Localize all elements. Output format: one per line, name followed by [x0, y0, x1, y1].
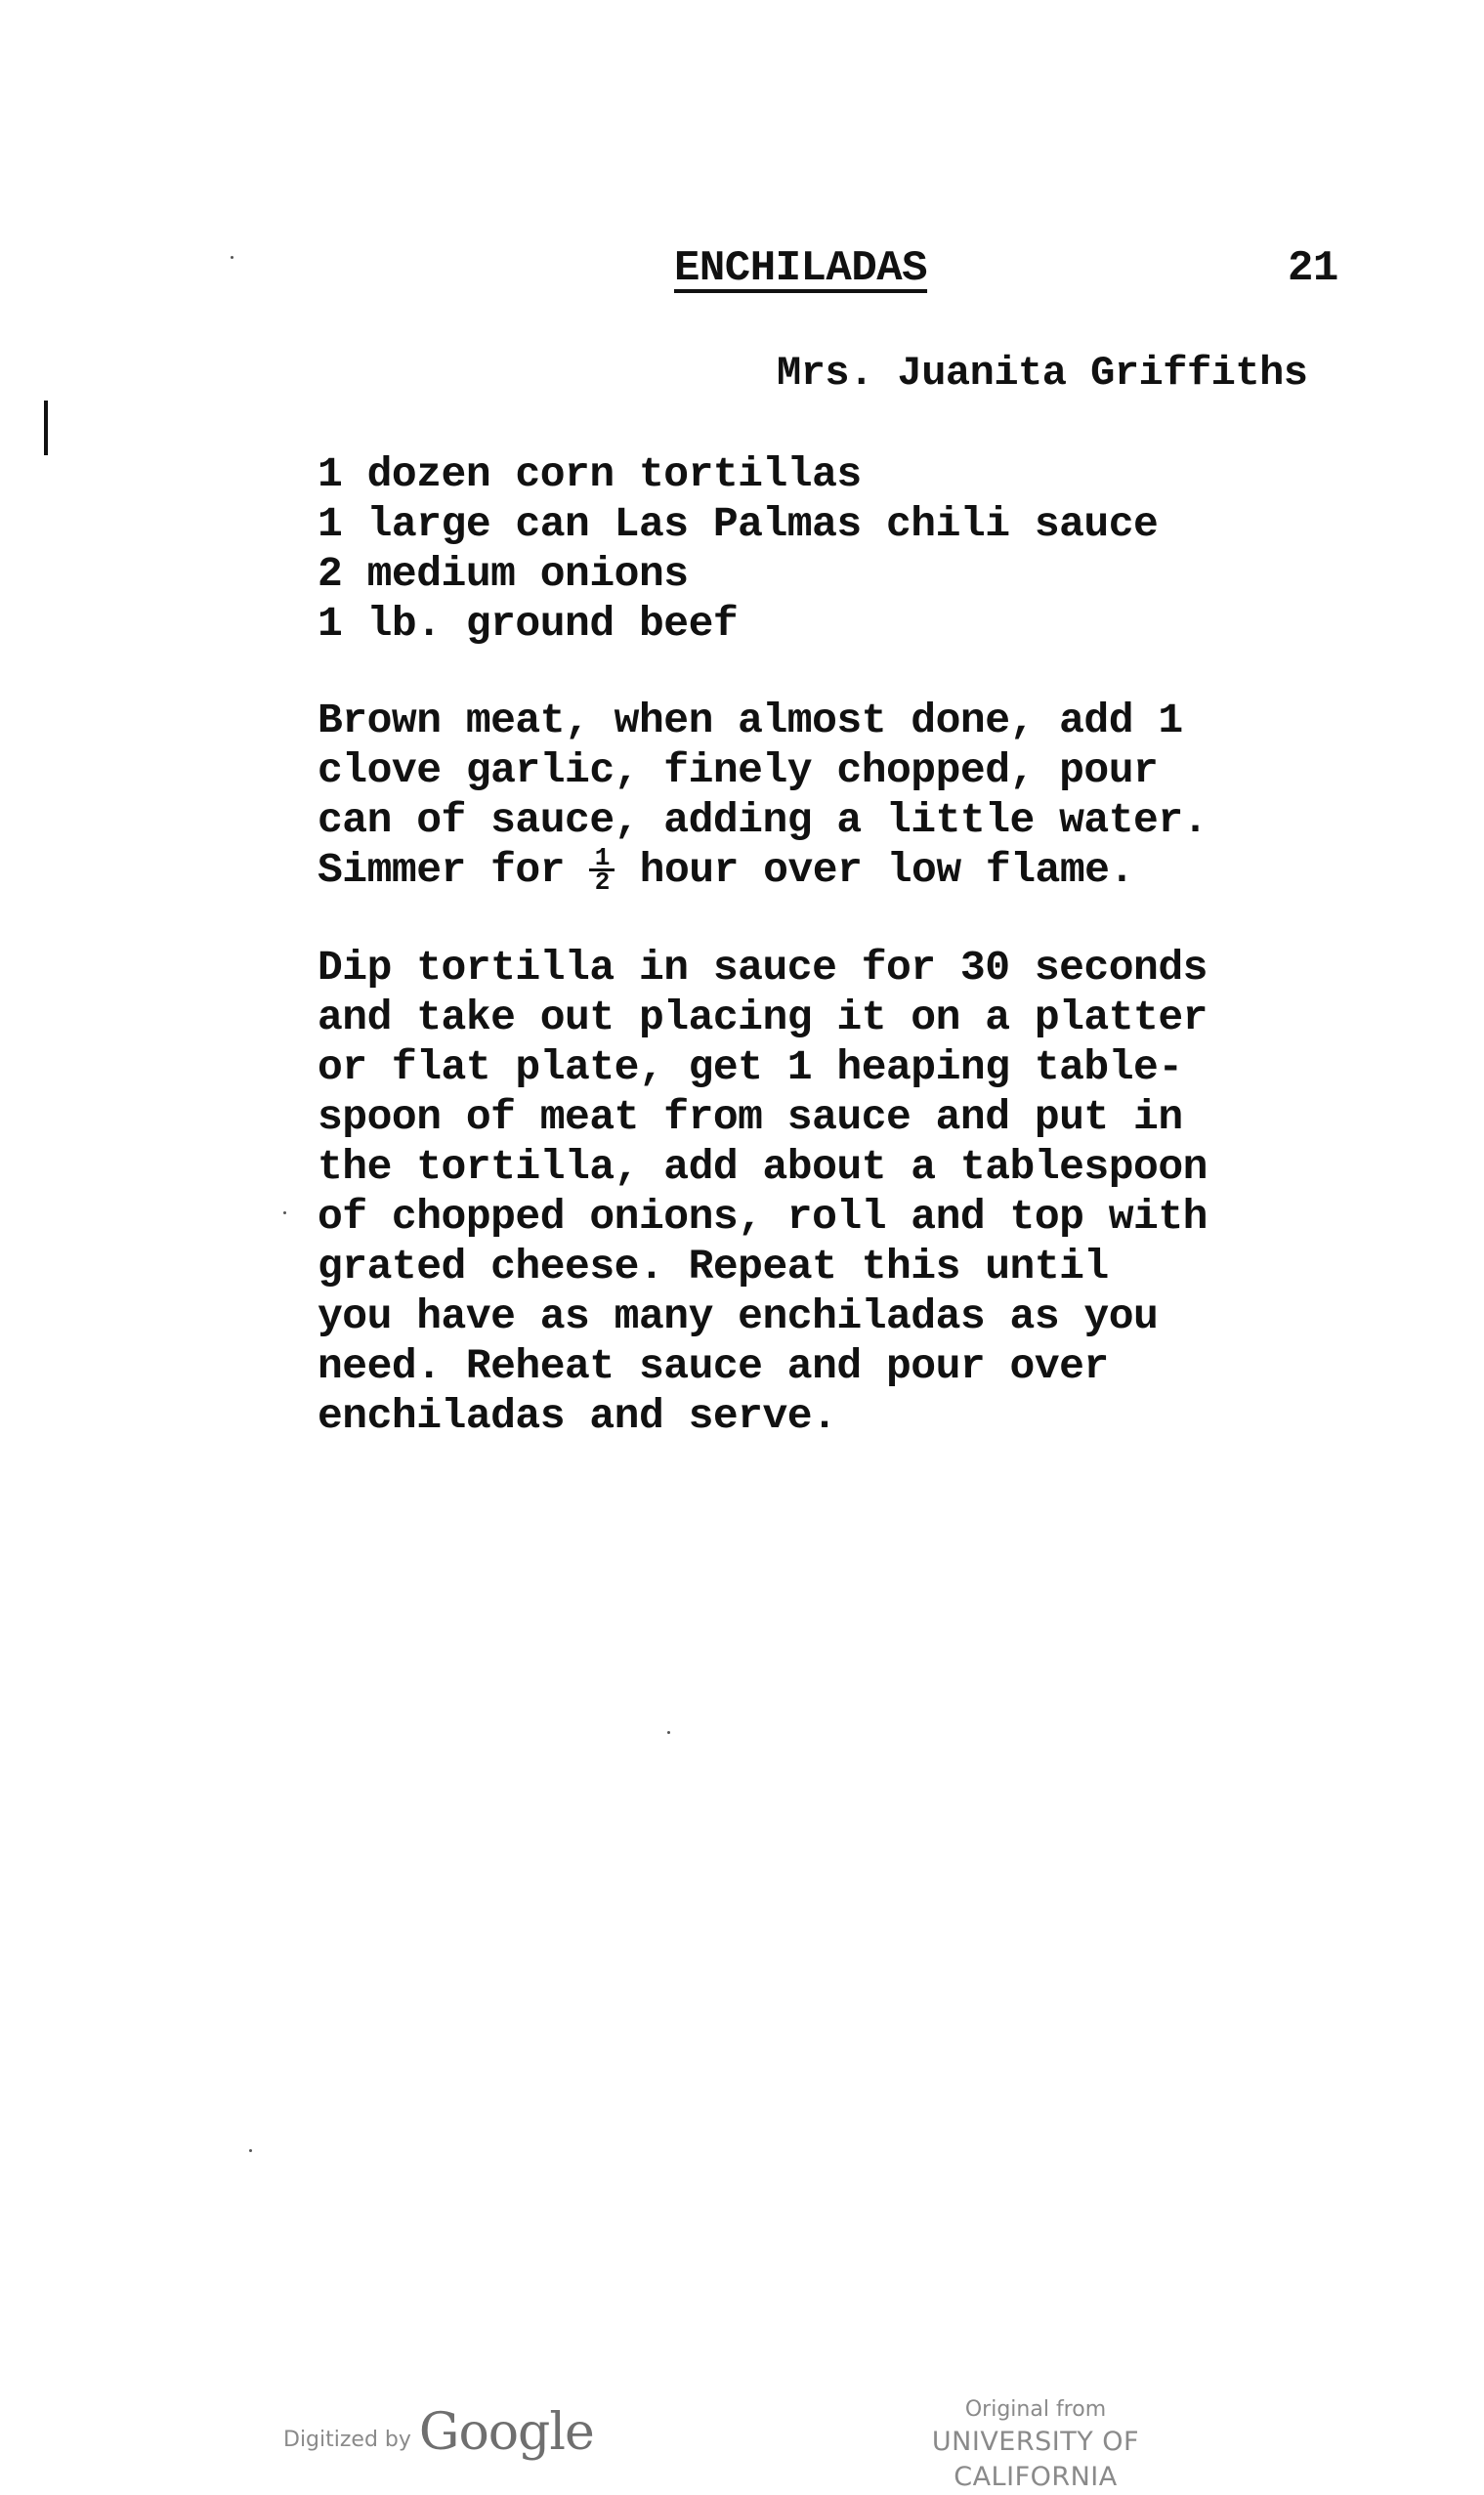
ingredient-item: 1 large can Las Palmas chili sauce: [318, 500, 1159, 548]
text-line: of chopped onions, roll and top with: [318, 1193, 1208, 1241]
fraction-numerator: 1: [594, 843, 610, 873]
ingredient-list: [318, 449, 1158, 649]
text-line: need. Reheat sauce and pour over: [318, 1342, 1109, 1390]
digitized-by-google: [283, 2403, 594, 2462]
scan-speck: [667, 1731, 670, 1734]
recipe-title: ENCHILADAS: [674, 244, 928, 293]
half-fraction: [589, 843, 615, 898]
scan-speck: [249, 2149, 252, 2152]
text-line: grated cheese. Repeat this until: [318, 1243, 1109, 1290]
ingredient-item: 2 medium onions: [318, 550, 689, 598]
text-line: [318, 843, 1208, 898]
page-number: 21: [1288, 244, 1338, 293]
text-line: enchiladas and serve.: [318, 1392, 837, 1440]
text-line: Brown meat, when almost done, add 1: [318, 697, 1183, 744]
institution-name: UNIVERSITY OF CALIFORNIA: [931, 2427, 1140, 2492]
scan-speck: [283, 1211, 286, 1214]
text-line: the tortilla, add about a tablespoon: [318, 1143, 1208, 1191]
text-line: and take out placing it on a platter: [318, 994, 1208, 1041]
margin-mark: [44, 401, 48, 455]
source-credit: [860, 2395, 1211, 2495]
text-segment: hour over low flame.: [615, 846, 1134, 894]
digitized-by-label: Digitized by: [283, 2428, 411, 2452]
instructions-paragraph-1: [318, 696, 1208, 898]
scan-speck: [231, 256, 233, 259]
text-line: Dip tortilla in sauce for 30 seconds: [318, 944, 1208, 992]
text-line: you have as many enchiladas as you: [318, 1292, 1159, 1340]
google-logo: Google: [418, 2403, 594, 2462]
text-line: clove garlic, finely chopped, pour: [318, 746, 1159, 794]
ingredient-item: 1 dozen corn tortillas: [318, 450, 862, 498]
instructions-paragraph-2: [318, 943, 1208, 1441]
recipe-author: Mrs. Juanita Griffiths: [777, 350, 1308, 397]
text-line: can of sauce, adding a little water.: [318, 796, 1208, 844]
ingredient-item: 1 lb. ground beef: [318, 600, 739, 648]
original-from-label: Original from: [964, 2397, 1107, 2422]
text-line: spoon of meat from sauce and put in: [318, 1093, 1183, 1141]
text-line: or flat plate, get 1 heaping table-: [318, 1043, 1183, 1091]
text-segment: Simmer for: [318, 846, 590, 894]
fraction-denominator: 2: [594, 867, 610, 898]
